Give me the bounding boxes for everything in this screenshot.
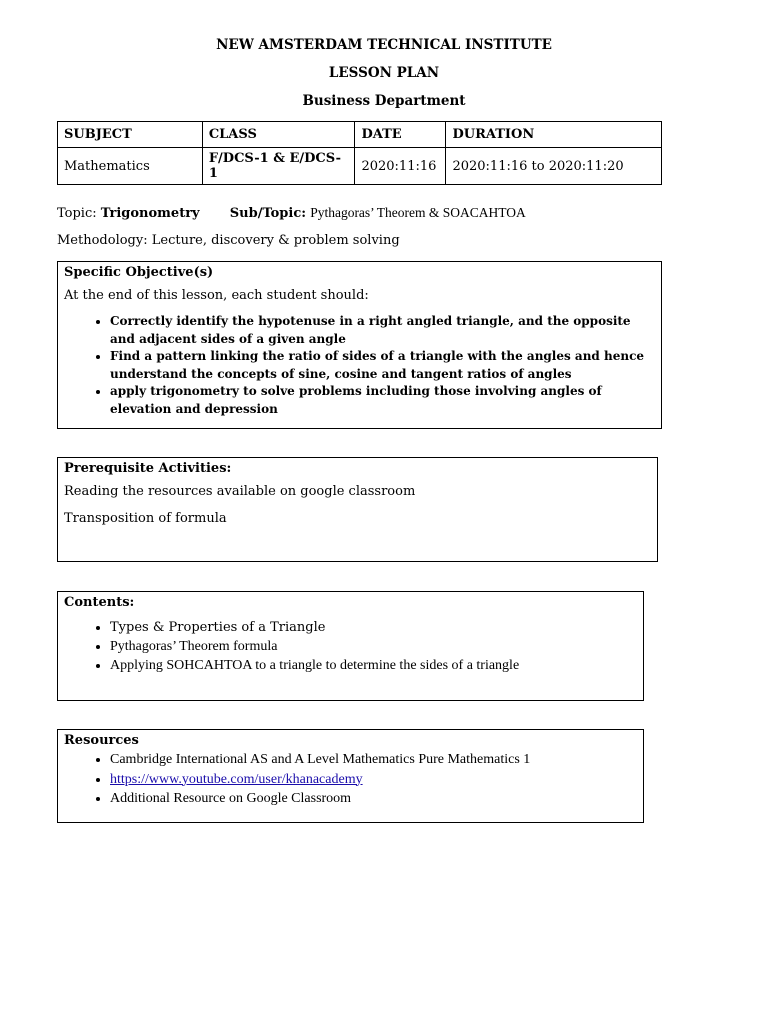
contents-list (64, 618, 637, 675)
subject-cell: Mathematics (58, 148, 203, 185)
list-item: • apply trigonometry to solve problems including those involving angles of elevation and depression (110, 383, 655, 418)
list-item: • Applying SOHCAHTOA to a triangle to determine the sides of a triangle (110, 656, 637, 675)
table-row (58, 148, 662, 185)
document-type-title: LESSON PLAN (328, 65, 440, 81)
duration-header: DURATION (446, 122, 662, 148)
methodology-line: Methodology: Lecture, discovery & problem solving (57, 233, 400, 248)
prerequisites-title: Prerequisite Activities: (64, 461, 232, 476)
class-cell: F/DCS-1 & E/DCS-1 (202, 148, 355, 185)
subtopic-label: Sub/Topic: (229, 206, 307, 221)
institute-title: NEW AMSTERDAM TECHNICAL INSTITUTE (216, 37, 552, 53)
list-item: • Cambridge International AS and A Level Mathematics Pure Mathematics 1 (110, 750, 637, 770)
list-item (110, 770, 637, 790)
contents-box (57, 591, 644, 701)
prerequisites-box (57, 457, 658, 562)
date-cell: 2020:11:16 (355, 148, 446, 185)
prerequisite-item: Reading the resources available on google classroom (64, 484, 416, 499)
table-header-row (58, 122, 662, 148)
objectives-title: Specific Objective(s) (64, 265, 214, 280)
list-item: • Correctly identify the hypotenuse in a right angled triangle, and the opposite and adjacent sides of a given angle (110, 313, 655, 348)
list-item: • Pythagoras’ Theorem formula (110, 637, 637, 656)
objectives-box (57, 261, 662, 429)
resources-list (64, 750, 637, 809)
department-title: Business Department (302, 93, 466, 109)
resources-title: Resources (64, 733, 139, 748)
list-item: • Additional Resource on Google Classroom (110, 789, 637, 809)
duration-cell: 2020:11:16 to 2020:11:20 (446, 148, 662, 185)
class-header: CLASS (202, 122, 355, 148)
list-item: • Find a pattern linking the ratio of sides of a triangle with the angles and hence understand the concepts of sine, cosine and tangent ratios of angles (110, 348, 655, 383)
khanacademy-link[interactable]: https://www.youtube.com/user/khanacademy (110, 771, 363, 787)
topic-value: Trigonometry (100, 206, 200, 221)
list-item: • Types & Properties of a Triangle (110, 618, 637, 637)
topic-label: Topic: (57, 206, 97, 221)
subtopic-value: Pythagoras’ Theorem & SOACAHTOA (310, 205, 526, 220)
objectives-list (64, 313, 655, 418)
lesson-info-table (57, 121, 662, 185)
prerequisite-item: Transposition of formula (64, 511, 227, 526)
objectives-intro: At the end of this lesson, each student should: (64, 288, 369, 303)
contents-title: Contents: (64, 595, 135, 610)
subject-header: SUBJECT (58, 122, 203, 148)
topic-line (57, 205, 526, 221)
resources-box (57, 729, 644, 823)
date-header: DATE (355, 122, 446, 148)
